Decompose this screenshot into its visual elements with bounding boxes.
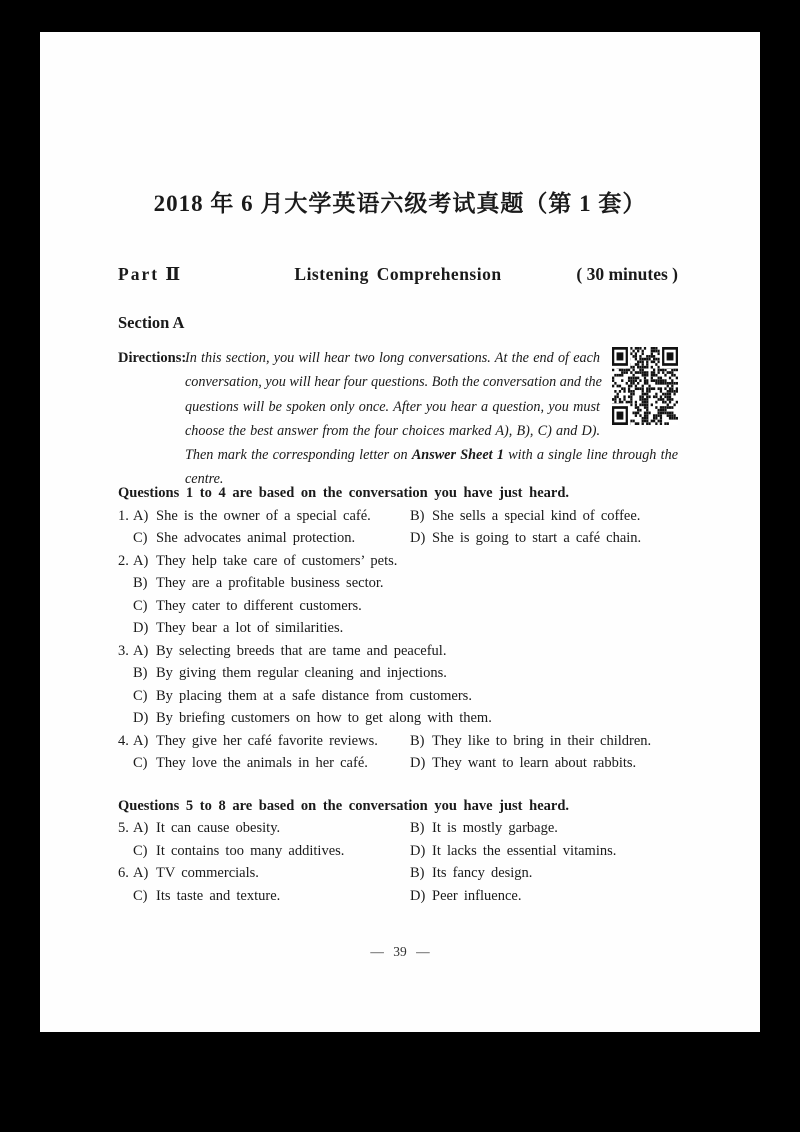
directions-last-before: Then mark the corresponding letter on bbox=[185, 447, 412, 464]
question-row bbox=[118, 685, 678, 708]
option-label: B) bbox=[410, 820, 425, 836]
question-number: 6. bbox=[118, 865, 129, 881]
option-text: They give her café favorite reviews. bbox=[156, 732, 378, 749]
option-text: She is the owner of a special café. bbox=[156, 507, 371, 524]
option-label: D) bbox=[133, 620, 149, 636]
option-text: By placing them at a safe distance from customers. bbox=[156, 687, 472, 704]
part-label: Part Ⅱ bbox=[118, 264, 183, 284]
exam-page bbox=[40, 32, 760, 1032]
question-row bbox=[118, 505, 678, 528]
option-text: By giving them regular cleaning and injections. bbox=[156, 665, 447, 681]
question-row bbox=[118, 707, 678, 730]
directions-last-after: with a single line through the centre. bbox=[185, 447, 678, 488]
question-row bbox=[118, 862, 678, 885]
option-text: It lacks the essential vitamins. bbox=[432, 842, 617, 859]
option-text: It can cause obesity. bbox=[156, 820, 281, 836]
question-row bbox=[118, 617, 678, 640]
question-number: 4. bbox=[118, 732, 129, 749]
option-text: It is mostly garbage. bbox=[432, 820, 558, 836]
option-label: C) bbox=[133, 842, 148, 859]
question-row bbox=[118, 817, 678, 840]
option-label: B) bbox=[410, 507, 425, 524]
directions-label: Directions: bbox=[118, 350, 187, 366]
questions-section bbox=[118, 482, 678, 907]
question-row bbox=[118, 840, 678, 863]
option-label: A) bbox=[133, 820, 149, 836]
option-text: She sells a special kind of coffee. bbox=[432, 507, 641, 524]
question-row bbox=[118, 730, 678, 753]
question-number: 3. bbox=[118, 642, 129, 659]
option-label: D) bbox=[410, 755, 426, 771]
option-text: They are a profitable business sector. bbox=[156, 575, 384, 591]
option-text: It contains too many additives. bbox=[156, 842, 345, 859]
option-text: Peer influence. bbox=[432, 887, 522, 904]
option-label: C) bbox=[133, 687, 148, 704]
option-text: TV commercials. bbox=[156, 865, 259, 881]
option-text: They like to bring in their children. bbox=[432, 732, 652, 749]
directions-line: questions will be spoken only once. After you hear a question, you must bbox=[185, 398, 600, 415]
option-label: C) bbox=[133, 755, 148, 771]
option-label: A) bbox=[133, 552, 149, 569]
question-row bbox=[118, 640, 678, 663]
option-text: Its taste and texture. bbox=[156, 887, 281, 904]
option-label: D) bbox=[410, 887, 426, 904]
option-text: She advocates animal protection. bbox=[156, 530, 356, 546]
section-heading: Section A bbox=[118, 313, 185, 332]
option-text: They want to learn about rabbits. bbox=[432, 755, 637, 771]
question-row bbox=[118, 595, 678, 618]
part-heading: Listening Comprehension bbox=[294, 264, 502, 284]
question-number: 5. bbox=[118, 820, 129, 836]
option-label: B) bbox=[410, 865, 425, 881]
directions-text bbox=[185, 346, 678, 492]
question-row bbox=[118, 885, 678, 908]
option-label: B) bbox=[133, 575, 148, 591]
option-label: D) bbox=[410, 530, 426, 546]
directions-line: In this section, you will hear two long conversations. At the end of each bbox=[185, 350, 600, 366]
question-row bbox=[118, 550, 678, 573]
qr-code-icon bbox=[612, 347, 678, 425]
question-row bbox=[118, 752, 678, 775]
option-text: They help take care of customers’ pets. bbox=[156, 552, 398, 569]
option-label: A) bbox=[133, 732, 149, 749]
option-label: D) bbox=[133, 710, 149, 726]
page-title: 2018 年 6 月大学英语六级考试真题（第 1 套） bbox=[153, 191, 647, 216]
directions-line: conversation, you will hear four questions. Both the conversation and the bbox=[185, 374, 602, 391]
question-number: 1. bbox=[118, 507, 129, 524]
option-text: By briefing customers on how to get along with them. bbox=[156, 710, 492, 726]
option-label: A) bbox=[133, 507, 149, 524]
option-text: She is going to start a café chain. bbox=[432, 530, 642, 546]
option-label: A) bbox=[133, 865, 149, 881]
option-label: D) bbox=[410, 842, 426, 859]
question-row bbox=[118, 527, 678, 550]
option-label: B) bbox=[410, 732, 425, 749]
option-label: B) bbox=[133, 665, 148, 681]
answer-sheet-reference: Answer Sheet 1 bbox=[411, 447, 504, 464]
question-number: 2. bbox=[118, 552, 129, 569]
option-label: C) bbox=[133, 887, 148, 904]
option-text: Its fancy design. bbox=[432, 865, 533, 881]
option-text: They cater to different customers. bbox=[156, 597, 362, 614]
option-label: A) bbox=[133, 642, 149, 659]
question-group-header: Questions 1 to 4 are based on the conversation you have just heard. bbox=[118, 485, 570, 501]
option-text: They bear a lot of similarities. bbox=[156, 620, 344, 636]
page-number: — 39 — bbox=[370, 944, 430, 959]
question-row bbox=[118, 662, 678, 685]
option-label: C) bbox=[133, 597, 148, 614]
option-label: C) bbox=[133, 530, 148, 546]
option-text: They love the animals in her café. bbox=[156, 755, 368, 771]
part-header bbox=[118, 264, 678, 288]
directions-line: choose the best answer from the four choices marked A), B), C) and D). bbox=[185, 422, 600, 439]
part-duration: ( 30 minutes ) bbox=[576, 264, 678, 284]
question-row bbox=[118, 572, 678, 595]
question-group-header: Questions 5 to 8 are based on the conversation you have just heard. bbox=[118, 797, 570, 814]
option-text: By selecting breeds that are tame and peaceful. bbox=[156, 642, 447, 659]
